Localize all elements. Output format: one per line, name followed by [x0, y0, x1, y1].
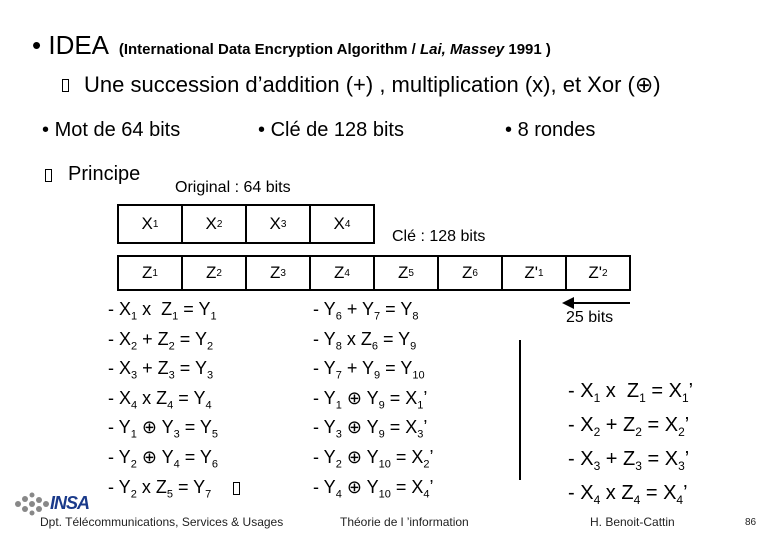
vertical-divider	[519, 340, 521, 480]
plaintext-block-cell: X 2	[183, 206, 247, 242]
right-equation: - $X_1$ x $Z_1 = X_1$’	[568, 380, 694, 405]
square-bullet-icon	[62, 79, 69, 97]
subkey-block-cell: Z 1	[119, 257, 183, 289]
left-equation: - $Y_1$ ⊕ $Y_3 = Y_5$	[108, 417, 219, 441]
left-equation: - $X_4$ x $Z_4 = Y_4$	[108, 387, 212, 412]
bullet-word-size: • Mot de 64 bits	[42, 119, 181, 141]
left-equation: - $X_2 + Z_2 = Y_2$	[108, 328, 214, 353]
subkey-block-cell: Z' 2	[588, 263, 608, 282]
left-equation: - $Y_2$ x $Z_5 = Y_7$	[108, 476, 212, 501]
middle-equation: - $Y_1$ ⊕ $Y_9 = X_1$’	[313, 387, 428, 412]
key-blocks	[117, 255, 631, 291]
equations-middle	[313, 298, 433, 505]
equations-right	[568, 378, 693, 514]
operations-line: Une succession d’addition (+) , multiplication (x), et Xor (⊕)	[84, 72, 661, 97]
square-bullet-icon	[233, 482, 240, 500]
title-bullet: •	[32, 30, 42, 60]
original-label: Original : 64 bits	[175, 179, 291, 196]
plaintext-block-cell: X 4	[333, 214, 351, 233]
equations-left	[108, 298, 218, 505]
title-sub: (International Data Encryption Algorithm / Lai, Massey 1991 )	[118, 41, 551, 58]
left-equation: - $Y_2$ ⊕ $Y_4 = Y_6$	[108, 446, 219, 471]
bullet-key-size: • Clé de 128 bits	[258, 119, 404, 141]
subkey-block-cell: Z 6	[439, 257, 503, 289]
subkey-block-cell: Z' 1	[503, 257, 567, 289]
subkey-block-cell: Z 3	[247, 257, 311, 289]
bits25-label: 25 bits	[566, 309, 614, 326]
title-main: IDEA	[48, 30, 108, 60]
plaintext-block-cell: X 1	[119, 206, 183, 242]
key-label: Clé : 128 bits	[392, 228, 486, 245]
left-equation: - $X_1$ x $Z_1 = Y_1$	[108, 299, 217, 323]
right-equation: - $X_2 + Z_2 = X_2$’	[568, 414, 690, 439]
middle-equation: - $Y_3$ ⊕ $Y_9 = X_3$’	[313, 417, 428, 441]
right-equation: - $X_4$ x $Z_4 = X_4$’	[568, 482, 688, 507]
subkey-block-cell: Z 2	[183, 257, 247, 289]
footer-course: Théorie de l ’information	[340, 515, 469, 529]
middle-equation: - $Y_7 + Y_9 = Y_{10}$	[313, 358, 425, 382]
slide-title	[32, 30, 551, 61]
principe-heading: Principe	[68, 163, 141, 185]
insa-logo-text: INSA	[50, 493, 90, 513]
page-number: 86	[745, 517, 757, 528]
square-bullet-icon	[45, 169, 52, 187]
right-equation: - $X_3 + Z_3 = X_3$’	[568, 448, 690, 473]
subkey-block-cell: Z 4	[311, 257, 375, 289]
left-arrow-icon	[560, 296, 632, 310]
middle-equation: - $Y_4$ ⊕ $Y_{10} = X_4$’	[313, 476, 434, 501]
plaintext-block-cell: X 3	[247, 206, 311, 242]
left-equation: - $X_3 + Z_3 = Y_3$	[108, 358, 214, 382]
footer-author: H. Benoit-Cattin	[590, 515, 675, 529]
middle-equation: - $Y_6 + Y_7 = Y_8$	[313, 299, 419, 323]
bullet-rounds: • 8 rondes	[505, 119, 596, 141]
middle-equation: - $Y_8$ x $Z_6 = Y_9$	[313, 328, 417, 353]
footer-dept: Dpt. Télécommunications, Services & Usages	[40, 515, 284, 529]
plaintext-blocks	[117, 204, 375, 244]
middle-equation: - $Y_2$ ⊕ $Y_{10} = X_2$’	[313, 446, 434, 471]
subkey-block-cell: Z 5	[375, 257, 439, 289]
